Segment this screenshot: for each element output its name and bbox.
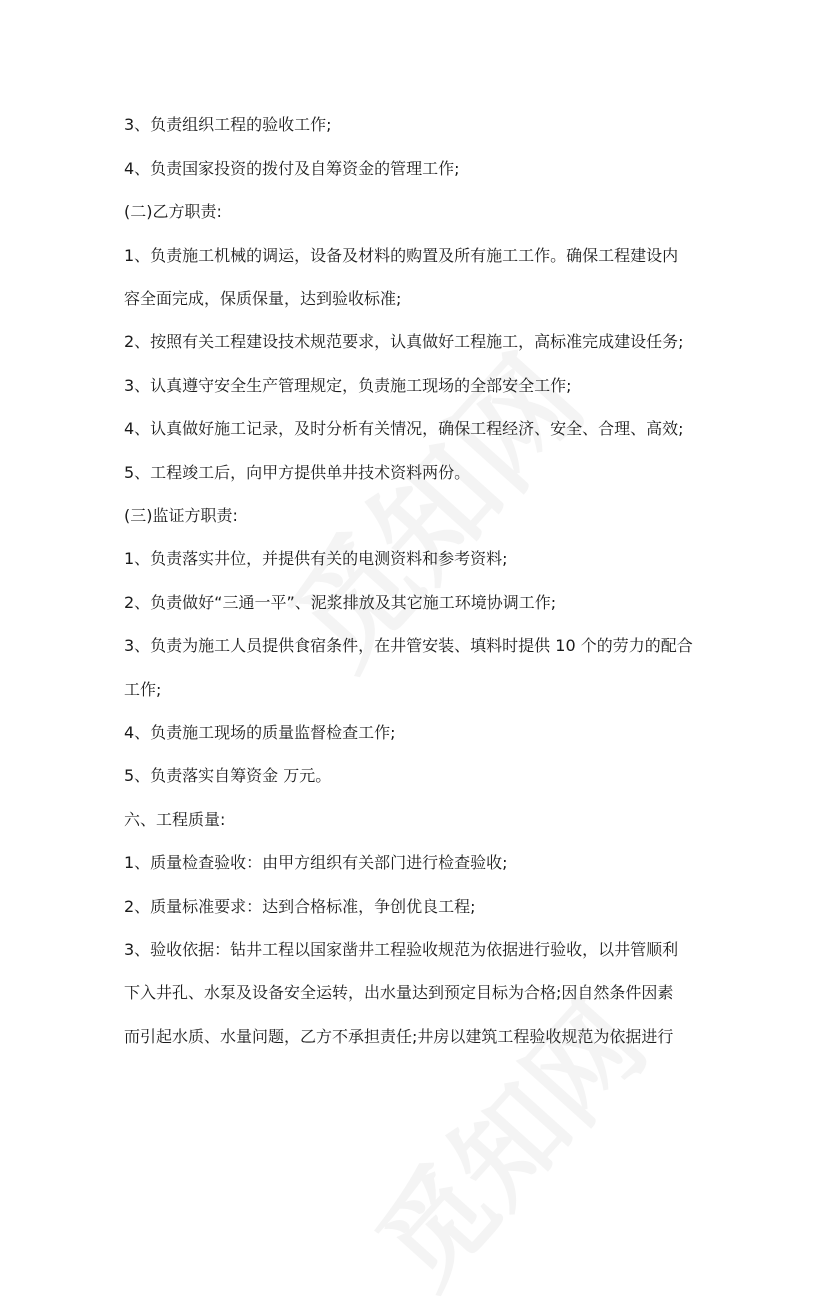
text-line: 工作;	[124, 680, 162, 699]
text-line: 3、验收依据：钻井工程以国家凿井工程验收规范为依据进行验收，以井管顺利	[124, 940, 679, 959]
text-line: 1、负责施工机械的调运，设备及材料的购置及所有施工工作。确保工程建设内	[124, 246, 679, 265]
section-heading: 六、工程质量:	[124, 810, 226, 829]
text-line: 下入井孔、水泵及设备安全运转，出水量达到预定目标为合格;因自然条件因素	[124, 983, 674, 1002]
text-line: 3、负责组织工程的验收工作;	[124, 115, 332, 134]
text-line: 2、质量标准要求：达到合格标准，争创优良工程;	[124, 897, 476, 916]
text-line: 2、负责做好“三通一平”、泥浆排放及其它施工环境协调工作;	[124, 593, 557, 612]
text-line: 4、负责国家投资的拨付及自筹资金的管理工作;	[124, 159, 460, 178]
text-line: 5、工程竣工后，向甲方提供单井技术资料两份。	[124, 463, 471, 482]
text-line: 3、认真遵守安全生产管理规定，负责施工现场的全部安全工作;	[124, 376, 572, 395]
text-line: 而引起水质、水量问题，乙方不承担责任;井房以建筑工程验收规范为依据进行	[124, 1027, 674, 1046]
text-line: 容全面完成，保质保量，达到验收标准;	[124, 289, 402, 308]
text-line: 2、按照有关工程建设技术规范要求，认真做好工程施工，高标准完成建设任务;	[124, 332, 684, 351]
watermark	[336, 964, 674, 1314]
text-line: 1、负责落实井位，并提供有关的电测资料和参考资料;	[124, 549, 508, 568]
text-line: 4、负责施工现场的质量监督检查工作;	[124, 723, 396, 742]
text-line: 3、负责为施工人员提供食宿条件，在井管安装、填料时提供 10 个的劳力的配合	[124, 636, 693, 655]
text-line: 1、质量检查验收：由甲方组织有关部门进行检查验收;	[124, 853, 508, 872]
section-heading: (三)监证方职责:	[124, 506, 238, 525]
text-line: 4、认真做好施工记录，及时分析有关情况，确保工程经济、安全、合理、高效;	[124, 419, 684, 438]
text-line: 5、负责落实自筹资金 万元。	[124, 766, 332, 785]
section-heading: (二)乙方职责:	[124, 202, 222, 221]
